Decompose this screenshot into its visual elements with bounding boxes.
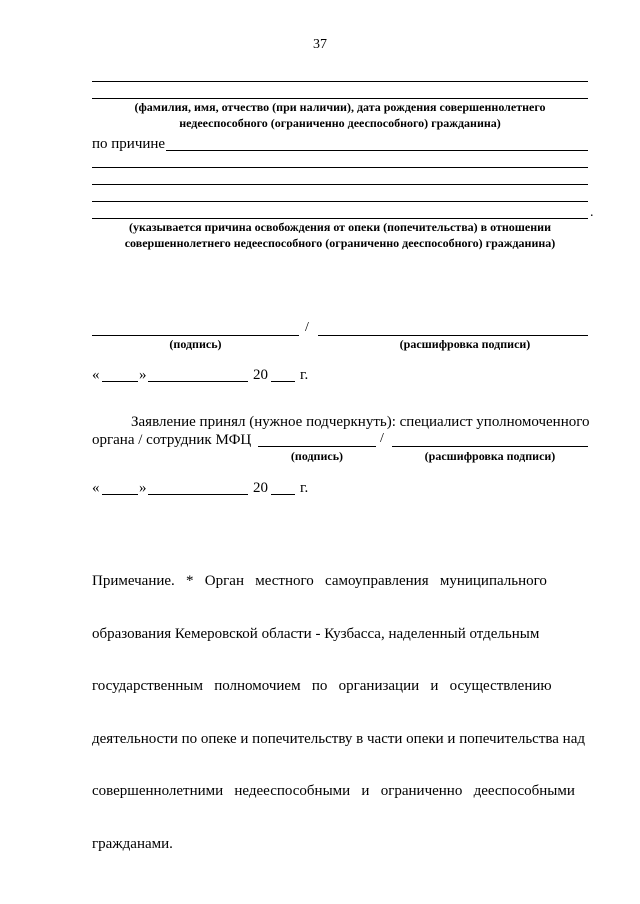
reason-line-3	[92, 184, 588, 185]
reason-caption-line-1: (указывается причина освобождения от опеки (попечительства) в отношении	[128, 220, 552, 234]
date-year-line-2	[271, 494, 295, 495]
date-close-quote-2: »	[139, 480, 147, 496]
page-number: 37	[313, 37, 327, 52]
accepted-decode-caption: (расшифровка подписи)	[424, 449, 556, 463]
note-block	[92, 538, 588, 871]
signature-line	[92, 335, 299, 336]
accepted-decode-line	[392, 446, 588, 447]
date-year-prefix-2: 20	[253, 480, 268, 496]
date-year-line-1	[271, 381, 295, 382]
signature-caption: (подпись)	[169, 337, 222, 351]
date-month-line-2	[148, 494, 248, 495]
date-year-suffix-1: г.	[300, 367, 309, 383]
accepted-line-1: Заявление принял (нужное подчеркнуть): специалист уполномоченного	[131, 414, 590, 430]
date-close-quote-1: »	[139, 367, 147, 383]
reason-line-4	[92, 201, 588, 202]
note-line-1: Примечание. * Орган местного самоуправления муниципального	[92, 573, 547, 589]
reason-end-dot: .	[590, 205, 594, 220]
note-line-2: образования Кемеровской области - Кузбасса, наделенный отдельным	[92, 625, 540, 642]
fio-line-2	[92, 98, 588, 99]
reason-caption-line-2: совершеннолетнего недееспособного (ограниченно дееспособного) гражданина)	[124, 236, 556, 250]
note-line-3: государственным полномочием по организации и осуществлению	[92, 678, 552, 694]
accepted-line-2: органа / сотрудник МФЦ	[92, 432, 252, 448]
accepted-slash: /	[380, 431, 384, 446]
date-day-line-2	[102, 494, 138, 495]
accepted-signature-caption: (подпись)	[290, 449, 344, 463]
reason-label: по причине	[92, 136, 166, 152]
date-month-line-1	[148, 381, 248, 382]
date-block-1	[92, 366, 100, 384]
accepted-signature-line	[258, 446, 376, 447]
fio-caption-line-1: (фамилия, имя, отчество (при наличии), дата рождения совершеннолетнего	[134, 100, 546, 114]
note-line-6: гражданами.	[92, 835, 173, 852]
note-line-4: деятельности по опеке и попечительству в части опеки и попечительства над	[92, 730, 585, 747]
date-open-quote: «	[92, 367, 100, 383]
date-year-suffix-2: г.	[300, 480, 309, 496]
reason-line-2	[92, 167, 588, 168]
fio-line-1	[92, 81, 588, 82]
signature-decode-caption: (расшифровка подписи)	[399, 337, 531, 351]
date-day-line-1	[102, 381, 138, 382]
fio-caption-line-2: недееспособного (ограниченно дееспособного) гражданина)	[179, 116, 501, 130]
reason-line-1	[166, 150, 588, 151]
date-open-quote-2: «	[92, 480, 100, 496]
signature-decode-line	[318, 335, 588, 336]
signature-slash: /	[305, 320, 309, 335]
note-line-5: совершеннолетними недееспособными и ограниченно дееспособными	[92, 783, 575, 799]
reason-line-5	[92, 218, 588, 219]
date-year-prefix-1: 20	[253, 367, 268, 383]
